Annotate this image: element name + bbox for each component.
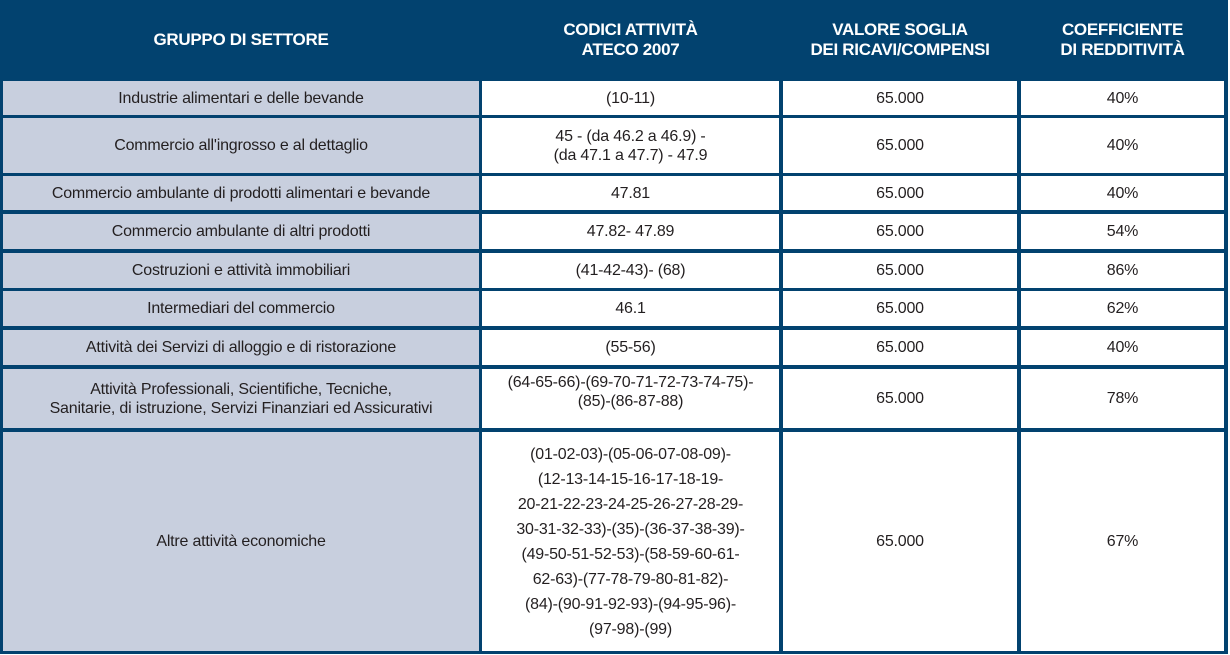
cell-text: 65.000 [876, 89, 924, 107]
cell-text: Sanitarie, di istruzione, Servizi Finanziari ed Assicurativi [49, 399, 433, 417]
header-line: DI REDDITIVITÀ [1060, 39, 1185, 59]
cell-soglia [783, 118, 1017, 173]
cell-text: 65.000 [876, 390, 924, 407]
cell-text: (85)-(86-87-88) [577, 393, 684, 410]
cell-text: (da 47.1 a 47.7) - 47.9 [553, 146, 708, 164]
cell-codici [482, 369, 779, 428]
cell-coefficiente [1021, 176, 1224, 210]
cell-gruppo [3, 118, 479, 173]
cell-soglia [783, 369, 1017, 428]
header-line: GRUPPO DI SETTORE [153, 29, 329, 49]
cell-text: Commercio ambulante di altri prodotti [111, 223, 371, 240]
cell-soglia [783, 432, 1017, 651]
cell-text: (55-56) [605, 339, 656, 356]
cell-text: 30-31-32-33)-(35)-(36-37-38-39)- [516, 520, 745, 538]
cell-text: Altre attività economiche [156, 533, 326, 550]
cell-text: 78% [1106, 390, 1139, 407]
table-row [0, 291, 1228, 326]
cell-text: 65.000 [876, 300, 924, 317]
cell-gruppo [3, 291, 479, 326]
cell-text: 40% [1106, 89, 1139, 107]
cell-coefficiente [1021, 291, 1224, 326]
cell-gruppo [3, 81, 479, 115]
cell-text: Industrie alimentari e delle bevande [118, 89, 364, 107]
table-row [0, 432, 1228, 651]
table-row [0, 176, 1228, 210]
cell-text: 47.82- 47.89 [586, 223, 675, 240]
cell-codici [482, 118, 779, 173]
cell-text: Intermediari del commercio [147, 300, 335, 317]
cell-text: 65.000 [876, 137, 924, 154]
cell-text: Commercio ambulante di prodotti alimentari e bevande [51, 184, 431, 202]
cell-gruppo [3, 432, 479, 651]
cell-text: (97-98)-(99) [589, 620, 672, 638]
cell-text: Attività dei Servizi di alloggio e di ristorazione [85, 339, 397, 356]
cell-coefficiente [1021, 253, 1224, 288]
cell-codici [482, 214, 779, 249]
cell-coefficiente [1021, 81, 1224, 115]
cell-coefficiente [1021, 369, 1224, 428]
header-line: CODICI ATTIVITÀ [563, 19, 698, 39]
cell-text: 65.000 [876, 262, 924, 279]
table-row [0, 253, 1228, 288]
cell-text: 86% [1106, 262, 1139, 279]
cell-codici [482, 291, 779, 326]
cell-text: 20-21-22-23-24-25-26-27-28-29- [517, 495, 744, 513]
header-line: DEI RICAVI/COMPENSI [810, 39, 990, 59]
cell-soglia [783, 253, 1017, 288]
header-gruppo-di-settore [3, 0, 479, 79]
cell-coefficiente [1021, 214, 1224, 249]
cell-soglia [783, 81, 1017, 115]
cell-text: Costruzioni e attività immobiliari [131, 262, 351, 279]
cell-text: 62% [1106, 300, 1139, 317]
cell-text: 67% [1106, 533, 1139, 550]
cell-text: 62-63)-(77-78-79-80-81-82)- [532, 570, 729, 588]
cell-text: 65.000 [876, 533, 924, 550]
cell-text: 47.81 [610, 184, 651, 202]
cell-gruppo [3, 369, 479, 428]
cell-coefficiente [1021, 432, 1224, 651]
cell-gruppo [3, 330, 479, 365]
header-line: VALORE SOGLIA [832, 19, 968, 39]
cell-codici [482, 81, 779, 115]
cell-soglia [783, 176, 1017, 210]
cell-coefficiente [1021, 118, 1224, 173]
header-codici-attivita [482, 0, 779, 79]
cell-codici [482, 176, 779, 210]
header-line: ATECO 2007 [581, 39, 680, 59]
cell-text: 54% [1106, 223, 1139, 240]
cell-text: (64-65-66)-(69-70-71-72-73-74-75)- [507, 374, 754, 391]
cell-text: 65.000 [876, 184, 924, 202]
header-line: COEFFICIENTE [1061, 19, 1184, 39]
table-row [0, 118, 1228, 173]
cell-text: 40% [1106, 339, 1139, 356]
cell-gruppo [3, 214, 479, 249]
header-coefficiente [1021, 0, 1224, 79]
cell-text: 65.000 [876, 223, 924, 240]
cell-text: 46.1 [615, 300, 646, 317]
cell-text: 40% [1106, 137, 1139, 154]
table-row [0, 214, 1228, 249]
cell-text: (49-50-51-52-53)-(58-59-60-61- [521, 545, 740, 563]
table-row [0, 369, 1228, 428]
cell-soglia [783, 330, 1017, 365]
cell-text: (10-11) [606, 89, 655, 107]
cell-text: Attività Professionali, Scientifiche, Tecniche, [90, 380, 392, 398]
cell-coefficiente [1021, 330, 1224, 365]
cell-text: (01-02-03)-(05-06-07-08-09)- [530, 445, 731, 463]
cell-gruppo [3, 176, 479, 210]
table-row [0, 81, 1228, 115]
cell-text: 65.000 [876, 339, 924, 356]
cell-codici [482, 253, 779, 288]
header-valore-soglia [783, 0, 1017, 79]
cell-codici [482, 432, 779, 651]
cell-text: 40% [1106, 184, 1139, 202]
cell-soglia [783, 291, 1017, 326]
cell-text: (12-13-14-15-16-17-18-19- [537, 470, 724, 488]
table-header [0, 0, 1228, 79]
cell-text: Commercio all'ingrosso e al dettaglio [114, 137, 368, 154]
table-row [0, 330, 1228, 365]
cell-text: (84)-(90-91-92-93)-(94-95-96)- [525, 595, 736, 613]
cell-text: (41-42-43)- (68) [575, 262, 686, 279]
cell-text: 45 - (da 46.2 a 46.9) - [555, 127, 706, 145]
cell-codici [482, 330, 779, 365]
cell-soglia [783, 214, 1017, 249]
cell-gruppo [3, 253, 479, 288]
